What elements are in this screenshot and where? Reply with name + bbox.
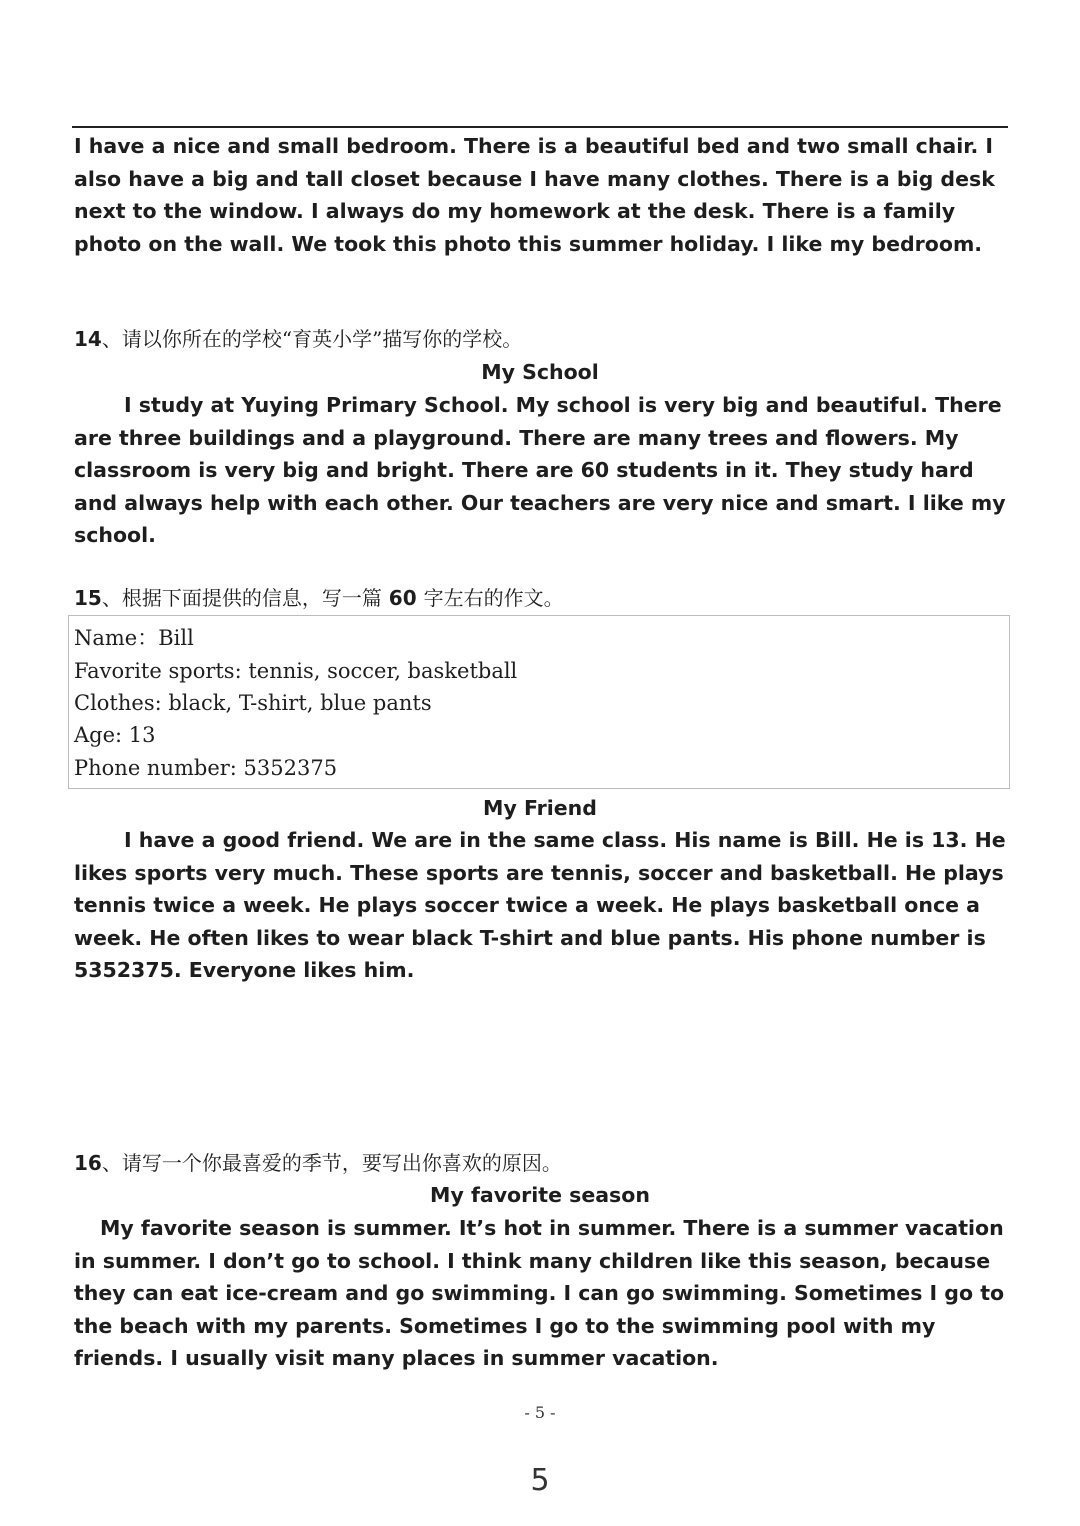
question-16-number: 16	[74, 1151, 102, 1175]
page-marker: - 5 -	[524, 1403, 556, 1422]
bedroom-essay-paragraph: I have a nice and small bedroom. There is a beautiful bed and two small chair. I also have a big and tall closet because I have many clothes. There is a big desk next to the window. I always do my homework at the desk. There is a family photo on the wall. We took this photo this summer holiday. I like my bedroom.	[74, 134, 995, 256]
question-14-text: 、请以你所在的学校“育英小学”描写你的学校。	[101, 327, 523, 351]
info-sports-line: Favorite sports: tennis, soccer, basketball	[74, 659, 518, 683]
my-school-paragraph: I study at Yuying Primary School. My school is very big and beautiful. There are three buildings and a playground. There are many trees and flowers. My classroom is very big and bright. There are 60 students in it. They study hard and always help with each other. Our teachers are very nice and smart. I like my school.	[74, 393, 1006, 547]
question-15-number: 15	[74, 586, 102, 610]
my-friend-title: My Friend	[483, 796, 597, 820]
my-school-title: My School	[481, 360, 599, 384]
question-15-word-count: 60	[381, 586, 424, 610]
my-friend-paragraph: I have a good friend. We are in the same class. His name is Bill. He is 13. He likes sports very much. These sports are tennis, soccer and basketball. He plays tennis twice a week. He plays soccer twice a week. He plays basketball once a week. He often likes to wear black T-shirt and blue pants. His phone number is 5352375. Everyone likes him.	[74, 828, 1006, 982]
info-clothes-line: Clothes: black, T-shirt, blue pants	[74, 691, 432, 715]
question-15-text-before: 、根据下面提供的信息，写一篇	[101, 586, 382, 610]
question-15-prompt	[74, 585, 564, 611]
my-favorite-season-title: My favorite season	[430, 1183, 650, 1207]
question-14-number: 14	[74, 327, 102, 351]
favorite-season-paragraph: My favorite season is summer. It’s hot in summer. There is a summer vacation in summer. I don’t go to school. I think many children like this season, because they can eat ice-cream and go swimming. I can go swimming. Sometimes I go to the beach with my parents. Sometimes I go to the swimming pool with my friends. I usually visit many places in summer vacation.	[74, 1216, 1005, 1370]
info-phone-line: Phone number: 5352375	[74, 756, 338, 780]
info-age-line: Age: 13	[74, 723, 156, 747]
top-divider	[72, 126, 1008, 128]
info-name-line: Name：Bill	[74, 626, 194, 650]
page-number: 5	[530, 1463, 550, 1498]
info-box	[68, 615, 1010, 789]
question-16-prompt	[74, 1150, 562, 1176]
question-14-prompt	[74, 326, 522, 352]
question-15-text-after: 字左右的作文。	[423, 586, 564, 610]
question-16-text: 、请写一个你最喜爱的季节，要写出你喜欢的原因。	[101, 1151, 562, 1175]
